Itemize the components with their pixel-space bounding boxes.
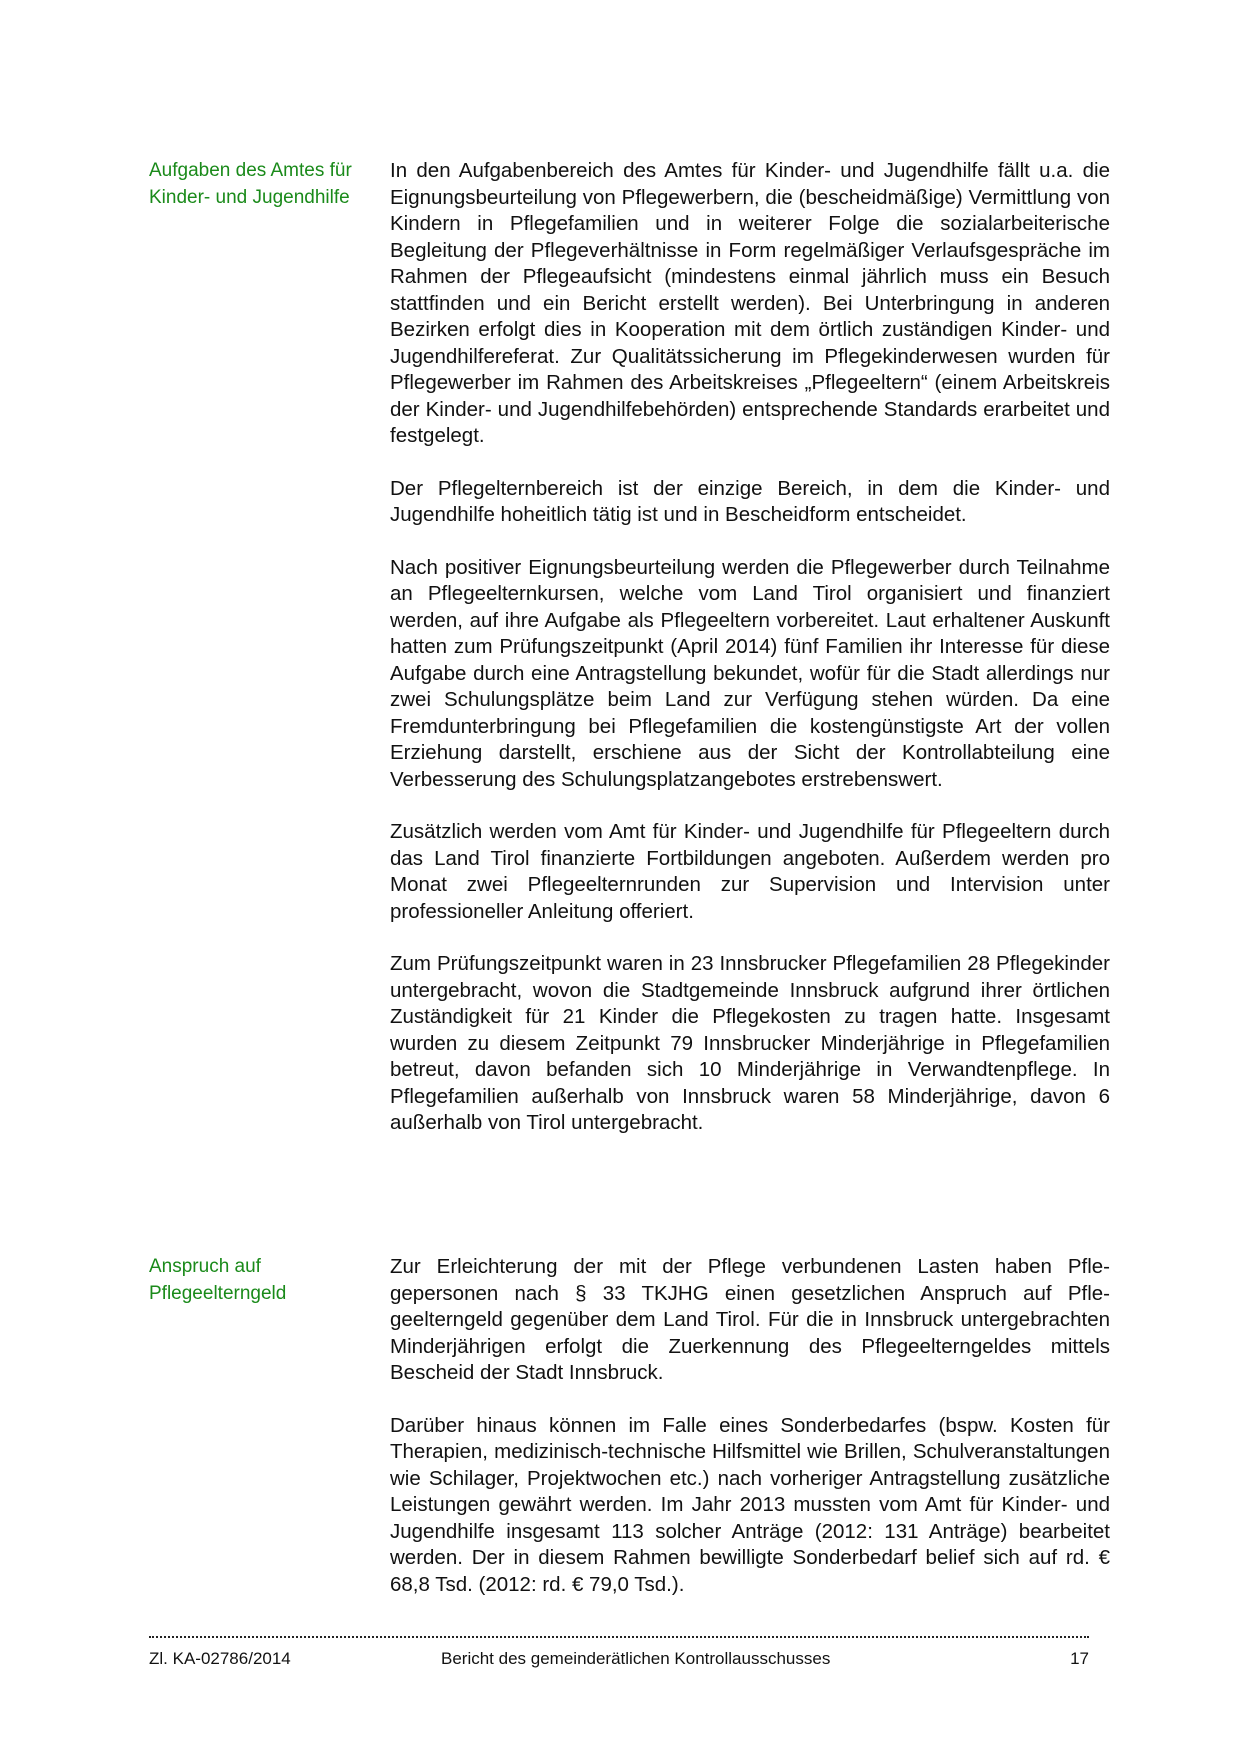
paragraph: Darüber hinaus können im Falle eines Sonderbedarfes (bspw. Kosten für Therapien, medizinisch-technische Hilfsmittel wie Brillen, Schulveranstaltungen wie Schilager, Projektwochen etc.) nach vorheriger Antragstellung zusätzliche Leistungen gewährt werden. Im Jahr 2013 mussten vom Amt für Kinder- und Jugendhilfe insgesamt 113 solcher Anträge (2012: 131 Anträge) bearbeitet werden. Der in diesem Rahmen bewilligte Sonderbedarf belief sich auf rd. € 68,8 Tsd. (2012: rd. € 79,0 Tsd.). — [390, 1413, 1110, 1596]
paragraph: Der Pflegelternbereich ist der einzige Bereich, in dem die Kinder- und Jugendhilfe hoheitlich tätig ist und in Bescheidform entscheidet. — [390, 476, 1110, 526]
paragraph: Zum Prüfungszeitpunkt waren in 23 Innsbrucker Pflegefamilien 28 Pflegekinder untergebracht, wovon die Stadtgemeinde Innsbruck aufgrund ihrer örtlichen Zuständigkeit für 21 Kinder die Pflegekosten zu tragen hatte. Insgesamt wurden zu diesem Zeitpunkt 79 Innsbrucker Minderjährige in Pflegefamilien betreut, davon befanden sich 10 Minderjährige in Verwandtenpflege. In Pflegefamilien außerhalb von Innsbruck waren 58 Minderjährige, davon 6 außerhalb von Tirol untergebracht. — [390, 952, 1110, 1134]
footer-divider — [149, 1636, 1089, 1638]
paragraph: Zusätzlich werden vom Amt für Kinder- und Jugendhilfe für Pflegeeltern durch das Land Tirol finanzierte Fortbildungen angeboten. Außerdem werden pro Monat zwei Pflegeelternrunden zur Supervision und Intervision unter professioneller Anleitung offeriert. — [390, 820, 1110, 923]
page-footer — [149, 1647, 1089, 1671]
document-reference: Zl. KA-02786/2014 — [149, 1649, 291, 1668]
paragraph: Zur Erleichterung der mit der Pflege verbundenen Lasten haben Pflegepersonen nach § 33 TKJHG einen gesetzlichen Anspruch auf Pflegeelterngeld gegenüber dem Land Tirol. Für die in Innsbruck untergebrachten Minderjährigen erfolgt die Zuerkennung des Pflegeelterngeldes mittels Bescheid der Stadt Innsbruck. — [390, 1255, 1110, 1384]
section-body — [390, 158, 1110, 1163]
page-number: 17 — [1070, 1649, 1089, 1668]
report-title: Bericht des gemeinderätlichen Kontrollausschusses — [441, 1649, 831, 1668]
margin-heading: Aufgaben des Amtes für Kinder- und Jugendhilfe — [149, 160, 352, 208]
paragraph: In den Aufgabenbereich des Amtes für Kinder- und Jugendhilfe fällt u.a. die Eignungsbeurteilung von Pflegewerbern, die (bescheidmäßige) Vermittlung von Kindern in Pflegefamilien und in weiterer Folge die sozialarbeiterische Begleitung der Pflegeverhältnisse in Form regelmäßiger Verlaufsgespräche im Rahmen der Pflegeaufsicht (mindestens einmal jährlich muss ein Besuch stattfinden und ein Bericht erstellt werden). Bei Unterbringung in anderen Bezirken erfolgt dies in Kooperation mit dem örtlich zuständigen Kinder- und Jugendhilfereferat. Zur Qualitätssicherung im Pflegekinderwesen wurden für Pflegewerber im Rahmen des Arbeitskreises „Pflegeeltern“ (einem Arbeitskreis der Kinder- und Jugendhilfebehörden) entsprechende Standards erarbeitet und festgelegt. — [390, 159, 1110, 447]
paragraph: Nach positiver Eignungsbeurteilung werden die Pflegewerber durch Teilnahme an Pflegeelternkursen, welche vom Land Tirol organisiert und finanziert werden, auf ihre Aufgabe als Pflegeeltern vorbereitet. Laut erhaltener Auskunft hatten zum Prüfungszeitpunkt (April 2014) fünf Familien ihr Interesse für diese Aufgabe durch eine Antragstellung bekundet, wofür für die Stadt allerdings nur zwei Schulungsplätze beim Land zur Verfügung stehen würden. Da eine Fremdunterbringung bei Pflegefamilien die kostengünstigste Art der vollen Erziehung darstellt, erschiene aus der Sicht der Kontrollabteilung eine Verbesserung des Schulungsplatzangebotes erstrebenswert. — [390, 555, 1110, 791]
margin-heading: Anspruch auf Pflegeelterngeld — [149, 1256, 287, 1304]
section-body — [390, 1254, 1110, 1624]
